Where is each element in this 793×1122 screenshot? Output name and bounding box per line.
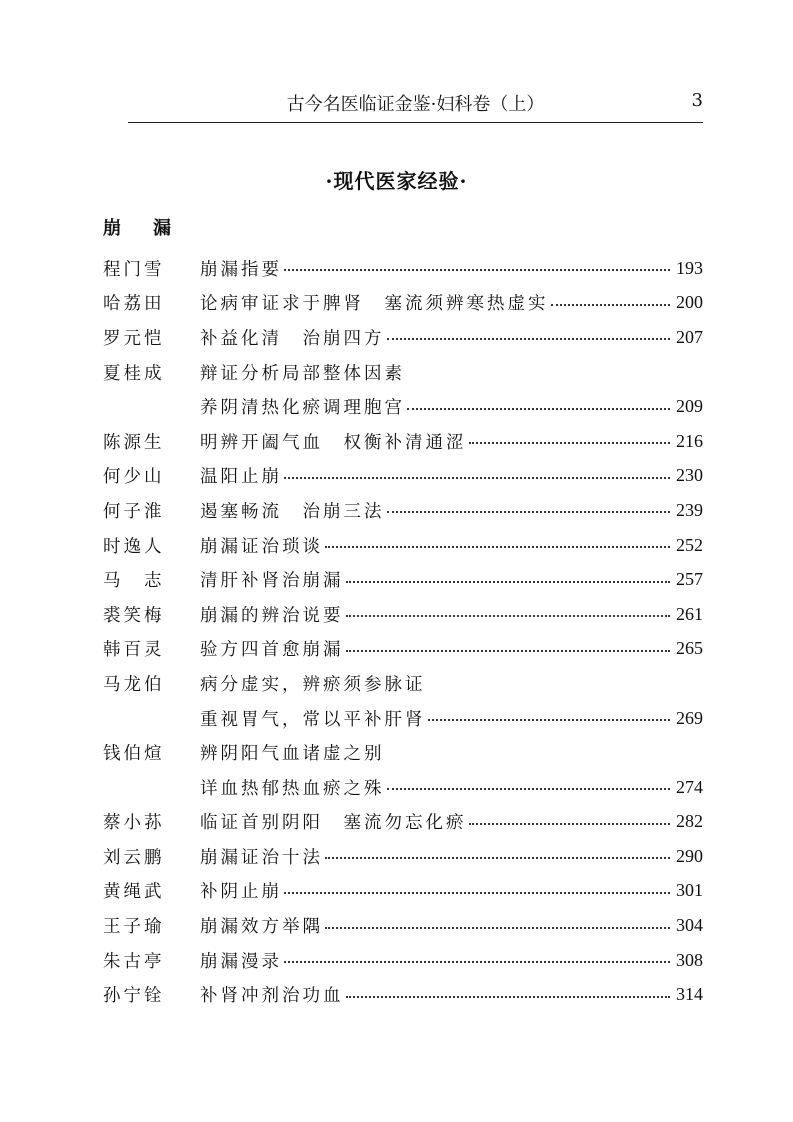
toc-entry[interactable]	[103, 735, 703, 770]
entry-author: 程门雪	[103, 259, 165, 280]
section-title: ·现代医家经验·	[325, 169, 468, 193]
entry-author: 钱伯煊	[103, 744, 165, 765]
entry-page: 239	[676, 499, 703, 520]
toc-entry[interactable]	[103, 701, 703, 736]
dot-leader	[387, 338, 671, 340]
dot-leader	[284, 477, 670, 479]
entry-page: 216	[676, 430, 703, 451]
entry-author: 何子淮	[103, 501, 165, 522]
dot-leader	[284, 269, 670, 271]
toc-entry[interactable]	[103, 805, 703, 840]
dot-leader	[346, 615, 671, 617]
entry-page: 230	[676, 465, 703, 486]
entry-title: 崩漏证治十法	[200, 847, 323, 868]
toc-entry[interactable]	[103, 528, 703, 563]
entry-author: 陈源生	[103, 432, 165, 453]
entry-page: 207	[676, 326, 703, 347]
entry-page: 304	[676, 915, 703, 936]
toc-entry[interactable]	[103, 493, 703, 528]
toc-entry[interactable]	[103, 839, 703, 874]
dot-leader	[346, 650, 671, 652]
entry-author: 何少山	[103, 467, 165, 488]
header-rule	[128, 122, 703, 123]
entry-page: 290	[676, 845, 703, 866]
book-title: 古今名医临证金鉴·妇科卷（上）	[286, 94, 545, 115]
entry-title: 遏塞畅流 治崩三法	[200, 501, 385, 522]
entry-author: 马 志	[103, 571, 165, 592]
entry-title: 补阴止崩	[200, 882, 282, 903]
entry-author: 韩百灵	[103, 640, 165, 661]
entry-title: 崩漏漫录	[200, 951, 282, 972]
entry-page: 193	[676, 257, 703, 278]
toc-entry[interactable]	[103, 977, 703, 1012]
dot-leader	[469, 442, 671, 444]
table-of-contents	[103, 251, 703, 1012]
entry-author: 夏桂成	[103, 363, 165, 384]
entry-title: 崩漏证治琐谈	[200, 536, 323, 557]
dot-leader	[407, 408, 670, 410]
entry-title: 病分虚实，辨瘀须参脉证	[200, 674, 426, 695]
toc-entry[interactable]	[103, 943, 703, 978]
page-number: 3	[691, 90, 703, 111]
running-header	[128, 88, 703, 118]
toc-entry[interactable]	[103, 908, 703, 943]
entry-title: 详血热郁热血瘀之殊	[200, 778, 385, 799]
entry-title: 清肝补肾治崩漏	[200, 571, 344, 592]
entry-page: 265	[676, 638, 703, 659]
dot-leader	[284, 961, 670, 963]
entry-author: 裘笑梅	[103, 605, 165, 626]
entry-author: 刘云鹏	[103, 847, 165, 868]
dot-leader	[387, 511, 671, 513]
entry-author: 罗元恺	[103, 328, 165, 349]
entry-page: 261	[676, 603, 703, 624]
entry-page: 282	[676, 811, 703, 832]
entry-title: 辨阴阳气血诸虚之别	[200, 744, 385, 765]
entry-title: 验方四首愈崩漏	[200, 640, 344, 661]
entry-title: 论病审证求于脾肾 塞流须辨寒热虚实	[200, 294, 549, 315]
entry-page: 269	[676, 707, 703, 728]
entry-title: 补肾冲剂治功血	[200, 986, 344, 1007]
dot-leader	[346, 581, 671, 583]
entry-title: 明辨开阖气血 权衡补清通涩	[200, 432, 467, 453]
entry-author: 朱古亭	[103, 951, 165, 972]
toc-entry[interactable]	[103, 251, 703, 286]
toc-entry[interactable]	[103, 286, 703, 321]
dot-leader	[387, 788, 671, 790]
entry-title: 临证首别阴阳 塞流勿忘化瘀	[200, 813, 467, 834]
entry-title: 重视胃气，常以平补肝肾	[200, 709, 426, 730]
entry-title: 崩漏效方举隅	[200, 917, 323, 938]
entry-page: 308	[676, 949, 703, 970]
category-char: 漏	[153, 218, 171, 239]
category-char: 崩	[103, 218, 121, 239]
dot-leader	[325, 927, 670, 929]
dot-leader	[428, 719, 671, 721]
entry-page: 301	[676, 880, 703, 901]
entry-title: 辩证分析局部整体因素	[200, 363, 405, 384]
toc-entry[interactable]	[103, 459, 703, 494]
toc-entry[interactable]	[103, 355, 703, 390]
toc-entry[interactable]	[103, 389, 703, 424]
dot-leader	[325, 857, 670, 859]
entry-title: 养阴清热化瘀调理胞宫	[200, 398, 405, 419]
dot-leader	[325, 546, 670, 548]
entry-page: 314	[676, 984, 703, 1005]
dot-leader	[346, 996, 671, 998]
toc-entry[interactable]	[103, 562, 703, 597]
toc-entry[interactable]	[103, 424, 703, 459]
entry-title: 崩漏的辨治说要	[200, 605, 344, 626]
dot-leader	[284, 892, 670, 894]
toc-entry[interactable]	[103, 874, 703, 909]
dot-leader	[551, 304, 671, 306]
entry-title: 补益化清 治崩四方	[200, 328, 385, 349]
entry-page: 252	[676, 534, 703, 555]
entry-title: 温阳止崩	[200, 467, 282, 488]
entry-page: 257	[676, 569, 703, 590]
entry-title: 崩漏指要	[200, 259, 282, 280]
entry-page: 209	[676, 396, 703, 417]
entry-author: 黄绳武	[103, 882, 165, 903]
category-heading	[103, 214, 203, 240]
entry-author: 哈荔田	[103, 294, 165, 315]
entry-author: 马龙伯	[103, 674, 165, 695]
entry-author: 蔡小荪	[103, 813, 165, 834]
entry-page: 274	[676, 776, 703, 797]
entry-page: 200	[676, 292, 703, 313]
toc-entry[interactable]	[103, 770, 703, 805]
entry-author: 孙宁铨	[103, 986, 165, 1007]
toc-entry[interactable]	[103, 632, 703, 667]
entry-author: 时逸人	[103, 536, 165, 557]
toc-entry[interactable]	[103, 666, 703, 701]
toc-entry[interactable]	[103, 597, 703, 632]
entry-author: 王子瑜	[103, 917, 165, 938]
dot-leader	[469, 823, 671, 825]
toc-entry[interactable]	[103, 320, 703, 355]
